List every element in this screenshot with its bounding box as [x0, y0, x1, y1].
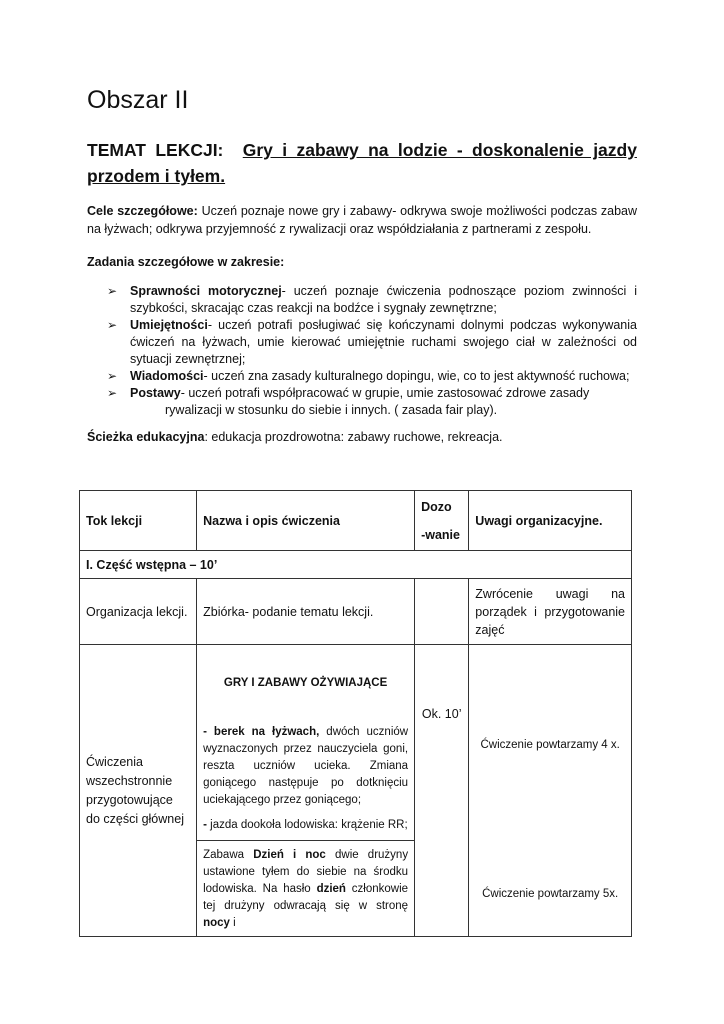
lesson-table	[79, 490, 632, 937]
day-night-pre: Zabawa	[203, 849, 254, 861]
cell-course: Ćwiczenia wszechstronnie przygotowujące do części głównej	[80, 645, 197, 937]
goals-label: Cele szczegółowe:	[87, 204, 198, 218]
list-item	[107, 283, 637, 317]
arrow-bullet-icon: ➢	[107, 318, 118, 332]
day-night-mid: dwie drużyny ustawione tyłem do siebie na środku lodowiska. Na hasło	[203, 849, 409, 895]
task-term: Wiadomości	[130, 369, 204, 383]
task-term: Sprawności motorycznej	[130, 284, 282, 298]
task-term: Umiejętności	[130, 318, 208, 332]
cell-course: Organizacja lekcji.	[80, 579, 197, 645]
divider	[197, 840, 414, 841]
section-row	[80, 551, 632, 579]
cell-dosage: Ok. 10’	[415, 645, 469, 937]
tasks-heading: Zadania szczegółowe w zakresie:	[87, 255, 285, 269]
note-repeat-4: Ćwiczenie powtarzamy 4 x.	[480, 739, 620, 751]
day-night-term: Dzień i noc	[253, 849, 326, 861]
header-dosage	[415, 491, 469, 551]
task-desc: - uczeń poznaje ćwiczenia podnoszące poziom zwinności i szybkości, skracając czas reakcji na bodźce i sygnały zewnętrzne;	[130, 284, 637, 315]
list-item	[107, 368, 637, 385]
header-lesson-course: Tok lekcji	[80, 491, 197, 551]
table-row	[80, 645, 632, 937]
header-dosage-a: Dozo	[421, 499, 452, 514]
header-dosage-b: -wanie	[421, 527, 460, 542]
cell-notes	[469, 645, 632, 937]
task-desc: - uczeń zna zasady kulturalnego dopingu, wie, co to jest aktywność ruchowa;	[203, 369, 630, 383]
list-item	[107, 317, 637, 368]
cell-exercise	[197, 645, 415, 937]
arrow-bullet-icon: ➢	[107, 369, 118, 383]
exercise-tag-term: - berek na łyżwach,	[203, 726, 320, 738]
day-night-term2: dzień	[316, 883, 346, 895]
exercise-circling-text: jazda dookoła lodowiska: krążenie RR;	[206, 819, 408, 831]
area-title: Obszar II	[87, 86, 189, 114]
exercise-circling	[203, 817, 408, 834]
cell-dosage	[415, 579, 469, 645]
games-title: GRY I ZABAWY OŻYWIAJĄCE	[223, 677, 388, 689]
goals-text: Uczeń poznaje nowe gry i zabawy- odkrywa swoje możliwości podczas zabaw na łyżwach; odkrywa przyjemność z rywalizacji oraz współdziałania z partnerami z zespołu.	[87, 204, 637, 236]
day-night-post: członkowie tej drużyny odwracają się w stronę	[203, 883, 409, 912]
table-header-row	[80, 491, 632, 551]
list-item	[107, 385, 637, 419]
topic-text: Gry i zabawy na lodzie - doskonalenie jazdy przodem i tyłem.	[87, 140, 637, 186]
table-row	[80, 579, 632, 645]
task-desc: - uczeń potrafi posługiwać się kończynami dolnymi podczas wykonywania ćwiczeń na łyżwach, umie kierować umiejętnie ruchami swojego ciał w zależności od sytuacji zewnętrznej;	[130, 318, 637, 366]
section-title: I. Część wstępna – 10’	[80, 551, 632, 579]
day-night-term3: nocy	[203, 917, 230, 929]
arrow-bullet-icon: ➢	[107, 284, 118, 298]
cell-exercise: Zbiórka- podanie tematu lekcji.	[197, 579, 415, 645]
cell-notes: Zwrócenie uwagi na porządek i przygotowanie zajęć	[469, 579, 632, 645]
goals-paragraph	[87, 202, 637, 238]
arrow-bullet-icon: ➢	[107, 386, 118, 400]
lesson-topic	[87, 137, 637, 189]
exercise-tag	[203, 724, 408, 809]
tasks-list	[107, 283, 637, 419]
path-label: Ścieżka edukacyjna	[87, 430, 205, 444]
exercise-tag-text: dwóch uczniów wyznaczonych przez nauczyciela goni, reszta uczniów ucieka. Zmiana goniącego następuje po dotknięciu uciekającego przez goniącego;	[203, 726, 409, 806]
path-text: : edukacja prozdrowotna: zabawy ruchowe, rekreacja.	[204, 430, 503, 444]
education-path	[87, 428, 637, 446]
exercise-day-night	[203, 847, 408, 932]
task-desc-continuation: rywalizacji w stosunku do siebie i innych. ( zasada fair play).	[165, 403, 498, 417]
day-night-end: i	[229, 917, 236, 929]
header-notes: Uwagi organizacyjne.	[469, 491, 632, 551]
exercise-circling-dash: -	[203, 819, 207, 831]
task-desc: - uczeń potrafi współpracować w grupie, umie zastosować zdrowe zasady	[180, 386, 590, 400]
header-exercise: Nazwa i opis ćwiczenia	[197, 491, 415, 551]
topic-label: TEMAT LEKCJI:	[87, 140, 224, 160]
task-term: Postawy	[130, 386, 181, 400]
note-repeat-5: Ćwiczenie powtarzamy 5x.	[482, 888, 619, 900]
